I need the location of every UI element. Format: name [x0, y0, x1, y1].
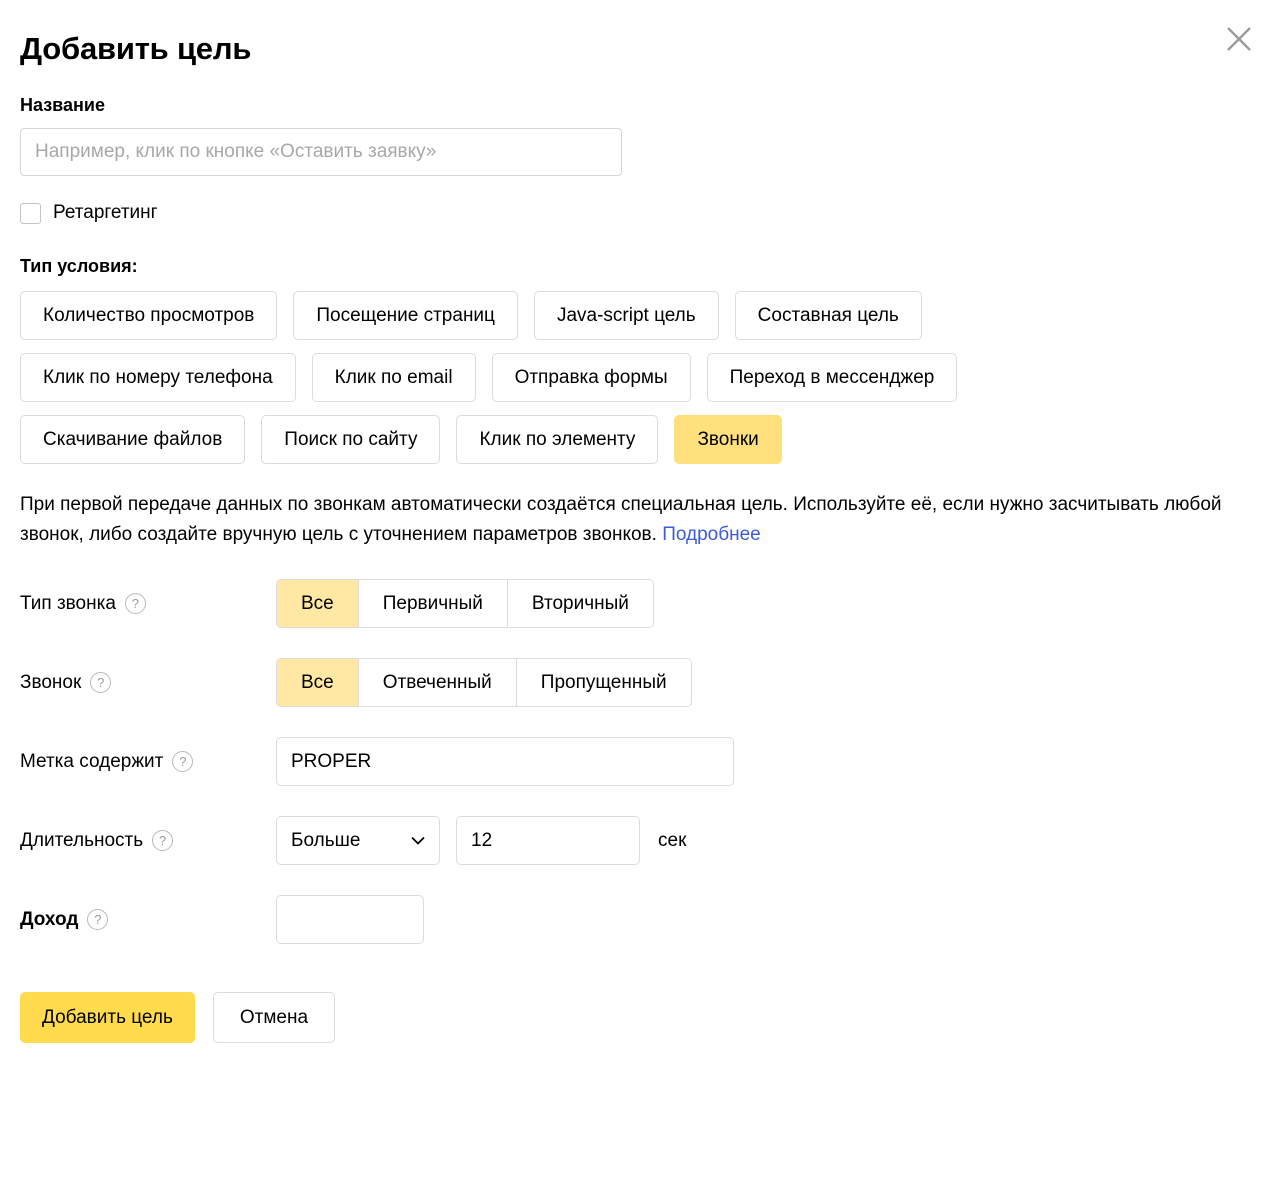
dialog-actions: [20, 992, 1256, 1043]
call-status-label: Звонок: [20, 671, 82, 693]
chip-calls[interactable]: Звонки: [674, 415, 781, 464]
revenue-row: [20, 895, 1256, 944]
retargeting-row[interactable]: [20, 202, 1256, 224]
call-type-option-primary[interactable]: Первичный: [359, 580, 508, 627]
call-type-option-secondary[interactable]: Вторичный: [508, 580, 653, 627]
call-type-label: Тип звонка: [20, 592, 116, 614]
condition-type-chips: [20, 291, 1256, 464]
call-status-segmented: [276, 658, 692, 707]
duration-operator-select[interactable]: [276, 816, 440, 865]
goal-name-input[interactable]: [20, 128, 622, 176]
label-contains-input[interactable]: [276, 737, 734, 786]
chevron-down-icon: [411, 836, 425, 845]
call-status-option-all[interactable]: Все: [277, 659, 359, 706]
help-icon-call-type[interactable]: ?: [125, 593, 146, 614]
label-contains-label: Метка содержит: [20, 750, 164, 772]
condition-type-row-1: [20, 291, 1256, 340]
chip-views-count[interactable]: Количество просмотров: [20, 291, 277, 340]
chip-javascript-goal[interactable]: Java-script цель: [534, 291, 719, 340]
retargeting-label: Ретаргетинг: [53, 202, 158, 224]
revenue-input[interactable]: [276, 895, 424, 944]
duration-row: [20, 816, 1256, 865]
call-status-option-missed[interactable]: Пропущенный: [517, 659, 691, 706]
revenue-label-group: [20, 909, 276, 931]
chip-site-search[interactable]: Поиск по сайту: [261, 415, 440, 464]
chip-element-click[interactable]: Клик по элементу: [456, 415, 658, 464]
cancel-button[interactable]: Отмена: [213, 992, 335, 1043]
chip-composite-goal[interactable]: Составная цель: [735, 291, 922, 340]
help-icon-label-contains[interactable]: ?: [172, 751, 193, 772]
chip-email-click[interactable]: Клик по email: [312, 353, 476, 402]
name-field-label: Название: [20, 95, 105, 116]
close-icon[interactable]: [1222, 22, 1256, 56]
call-type-row: [20, 579, 1256, 628]
condition-type-row-3: [20, 415, 1256, 464]
add-goal-button[interactable]: Добавить цель: [20, 992, 195, 1043]
duration-value-input[interactable]: [456, 816, 640, 865]
info-more-link[interactable]: Подробнее: [662, 523, 761, 545]
retargeting-checkbox[interactable]: [20, 203, 41, 224]
revenue-label: Доход: [20, 908, 79, 930]
chip-phone-click[interactable]: Клик по номеру телефона: [20, 353, 296, 402]
label-contains-row: [20, 737, 1256, 786]
call-status-option-answered[interactable]: Отвеченный: [359, 659, 517, 706]
chip-messenger[interactable]: Переход в мессенджер: [707, 353, 958, 402]
call-status-label-group: [20, 672, 276, 694]
duration-label: Длительность: [20, 829, 144, 851]
chip-form-submit[interactable]: Отправка формы: [492, 353, 691, 402]
help-icon-call-status[interactable]: ?: [90, 672, 111, 693]
call-type-segmented: [276, 579, 654, 628]
condition-type-label: Тип условия:: [20, 256, 138, 277]
duration-operator-value: Больше: [291, 829, 361, 851]
chip-file-download[interactable]: Скачивание файлов: [20, 415, 245, 464]
info-text-body: При первой передаче данных по звонкам автоматически создаётся специальная цель. Используйте её, если нужно засчитывать любой звонок, либо создайте вручную цель с уточнением параметров звонков.: [20, 494, 1222, 545]
help-icon-revenue[interactable]: ?: [87, 909, 108, 930]
call-type-label-group: [20, 593, 276, 615]
help-icon-duration[interactable]: ?: [152, 830, 173, 851]
label-contains-label-group: [20, 751, 276, 773]
chip-page-visit[interactable]: Посещение страниц: [293, 291, 518, 340]
info-text: [20, 490, 1256, 549]
duration-label-group: [20, 830, 276, 852]
call-status-row: [20, 658, 1256, 707]
page-title: Добавить цель: [20, 31, 252, 66]
condition-type-row-2: [20, 353, 1256, 402]
duration-unit: сек: [658, 829, 687, 851]
close-icon-glyph: [1222, 22, 1256, 56]
call-type-option-all[interactable]: Все: [277, 580, 359, 627]
